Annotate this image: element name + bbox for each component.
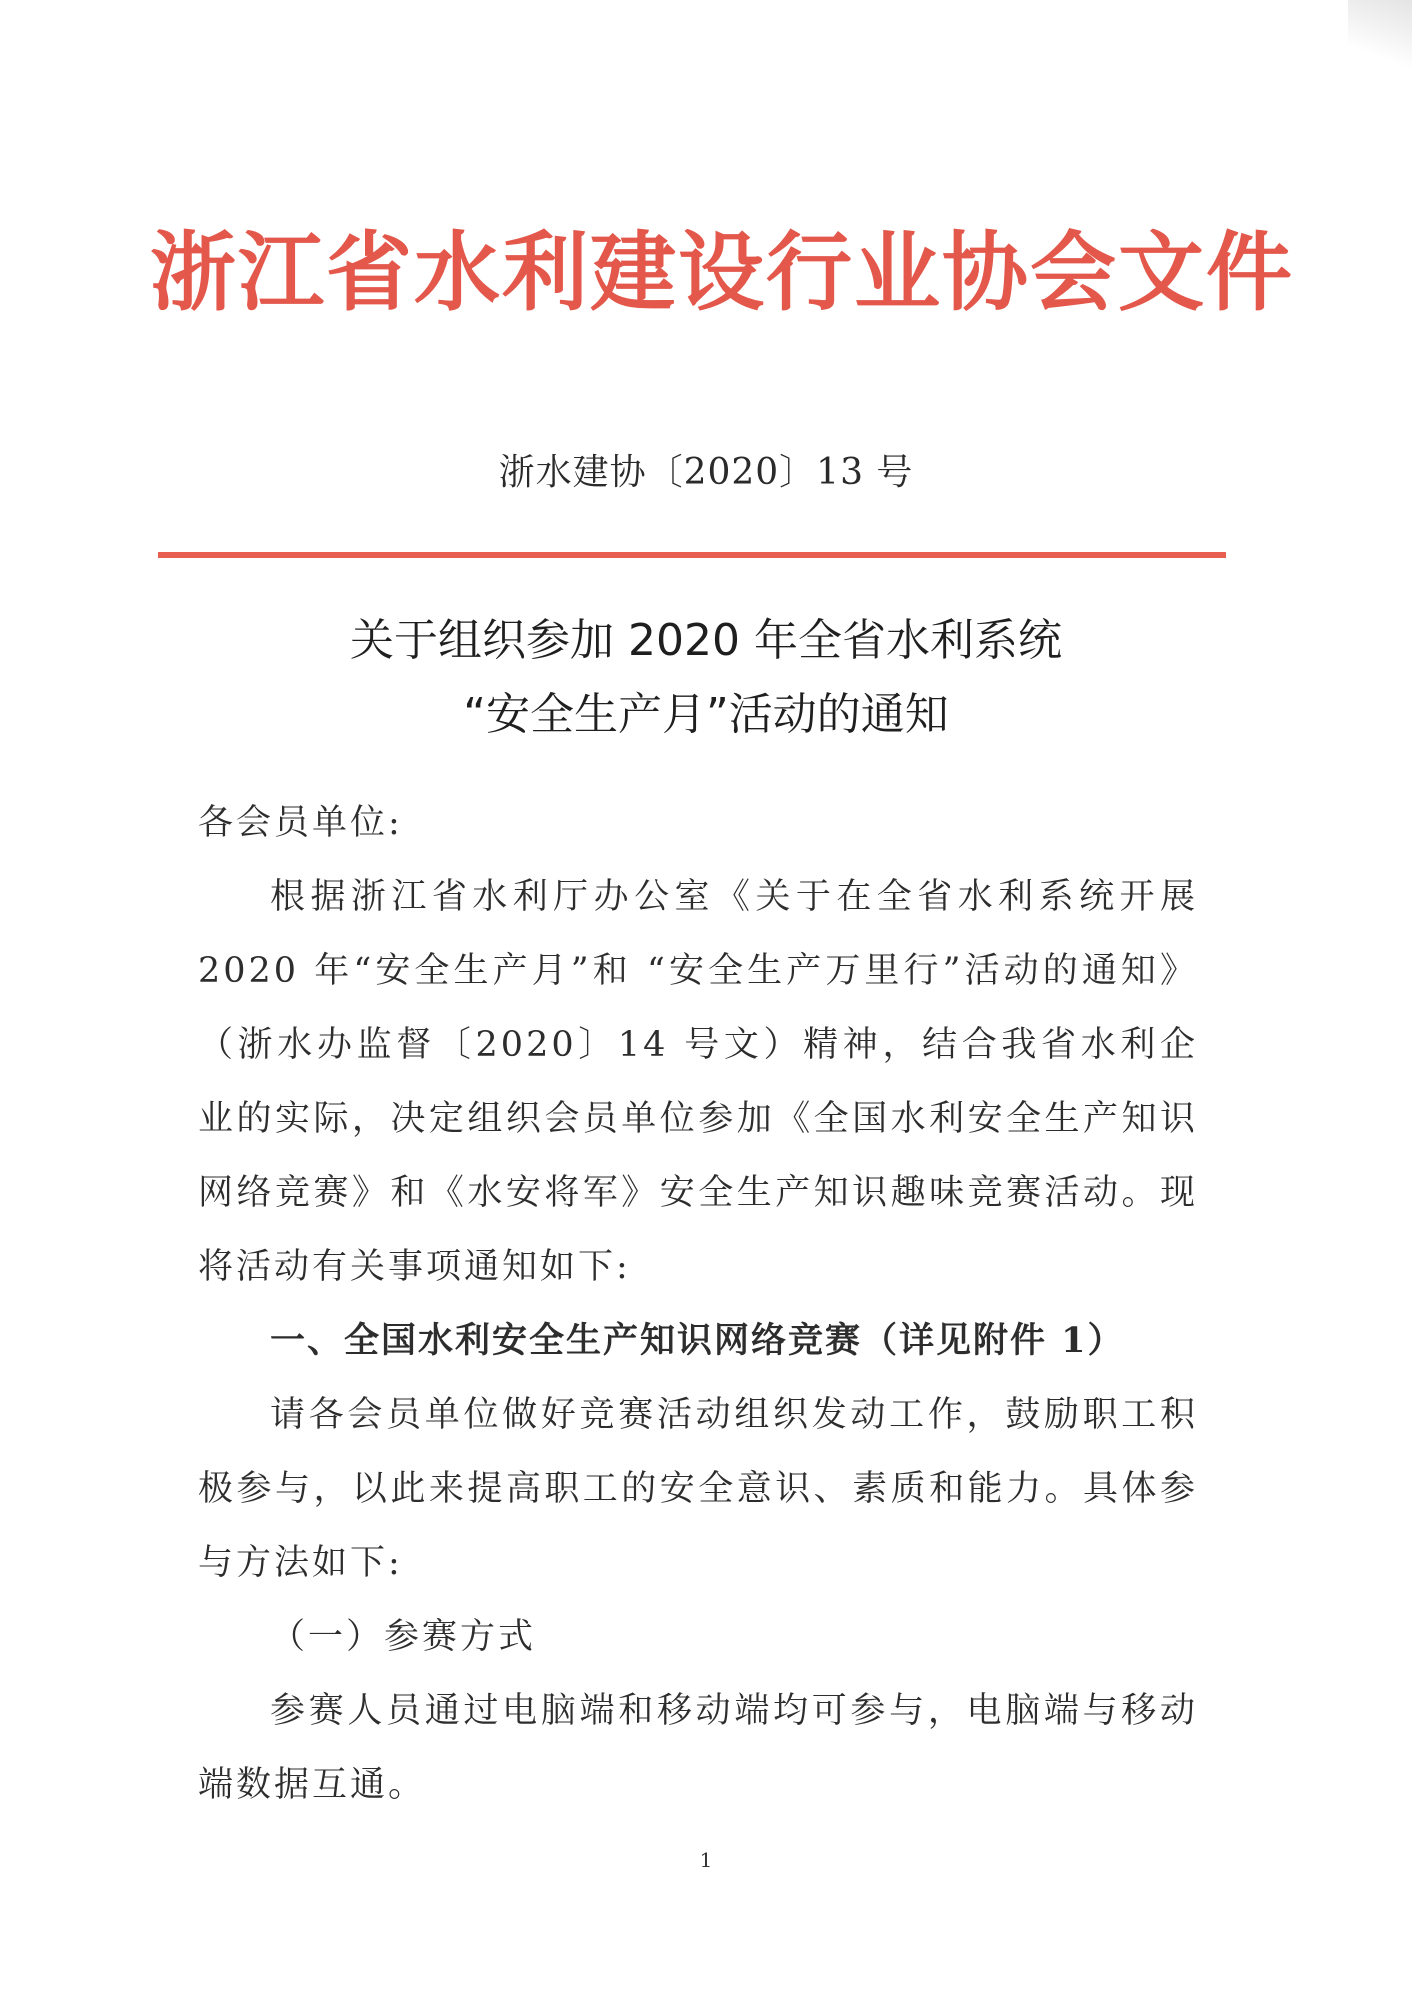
body-paragraph-1: 根据浙江省水利厅办公室《关于在全省水利系统开展 2020 年“安全生产月”和 “安全生产万里行”活动的通知》（浙水办监督〔2020〕14 号文）精神，结合我省水利企业的实际，决定组织会员单位参加《全国水利安全生产知识网络竞赛》和《水安将军》安全生产知识趣味竞赛活动。现将活动有关事项通知如下: [198,877,1198,1287]
section-1-heading: 一、全国水利安全生产知识网络竞赛（详见附件 1） [270,1320,1125,1361]
scan-corner-shadow [1348,0,1412,70]
body-paragraph-3: 参赛人员通过电脑端和移动端均可参与，电脑端与移动端数据互通。 [198,1691,1198,1805]
masthead-title: 浙江省水利建设行业协会文件 [150,223,1294,323]
document-number: 浙水建协〔2020〕13 号 [498,452,914,493]
red-divider-line [158,552,1226,558]
page-number: 1 [699,1848,713,1872]
body-paragraph-2: 请各会员单位做好竞赛活动组织发动工作，鼓励职工积极参与，以此来提高职工的安全意识、素质和能力。具体参与方法如下: [198,1395,1198,1583]
subsection-1-heading: （一）参赛方式 [270,1617,537,1657]
greeting-line: 各会员单位: [198,803,403,843]
notice-title-line-2: “安全生产月”活动的通知 [463,689,949,740]
notice-title-line-1: 关于组织参加 2020 年全省水利系统 [350,615,1062,666]
notice-body [198,786,1198,1822]
notice-title [0,604,1412,752]
